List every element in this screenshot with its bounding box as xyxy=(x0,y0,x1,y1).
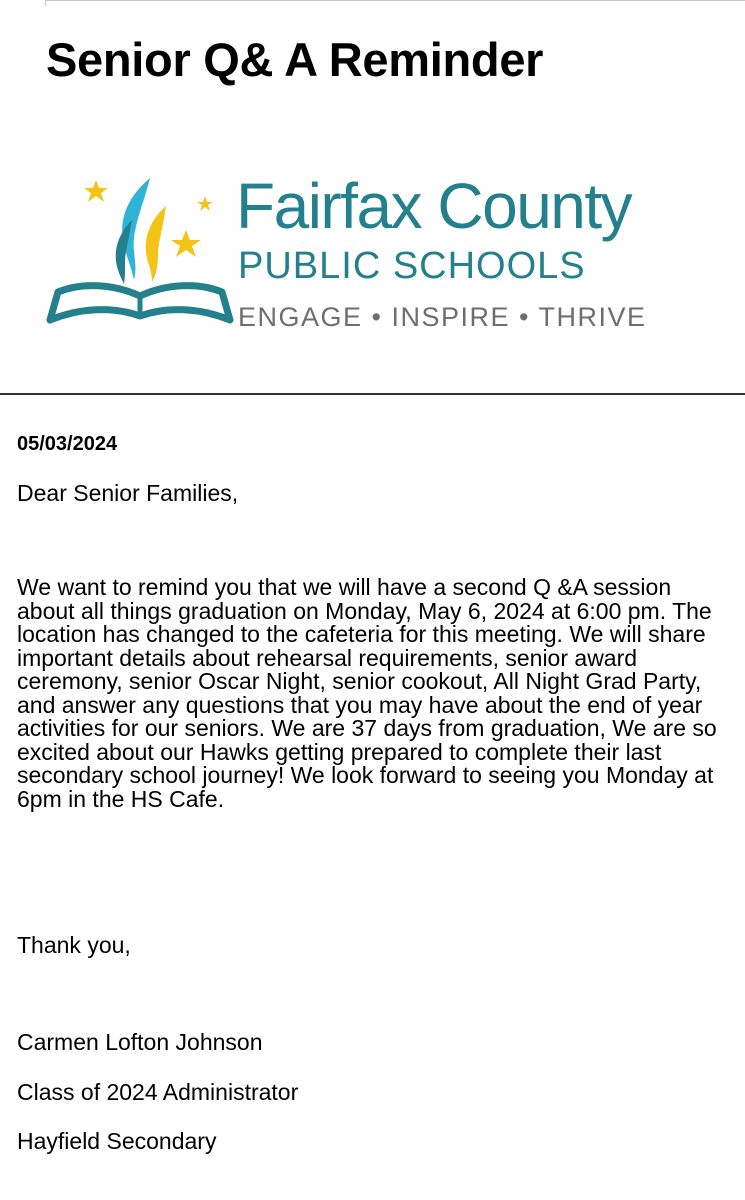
header-divider xyxy=(0,393,745,395)
flame-icon xyxy=(146,206,166,282)
logo-org-line1: Fairfax County xyxy=(236,170,632,242)
page-title: Senior Q& A Reminder xyxy=(46,33,544,86)
letter-greeting: Dear Senior Families, xyxy=(17,480,239,506)
logo-tagline: ENGAGE • INSPIRE • THRIVE xyxy=(238,302,647,332)
signature-role: Class of 2024 Administrator xyxy=(17,1079,299,1105)
letter-body: We want to remind you that we will have a second Q &A session about all things graduation on Monday, May 6, 2024 at 6:00 pm. The location has changed to the cafeteria for this meeting. We will share important details about rehearsal requirements, senior award ceremony, senior Oscar Night, senior cookout, All Night Grad Party, and answer any questions that you may have about the end of year activities for our seniors. We are 37 days from graduation, We are so excited about our Hawks getting prepared to complete their last secondary school journey! We look forward to seeing you Monday at 6pm in the HS Cafe. xyxy=(17,574,717,812)
fcps-logo xyxy=(40,160,720,340)
signature-name: Carmen Lofton Johnson xyxy=(17,1029,263,1055)
star-icon xyxy=(197,196,213,211)
logo-org-line2: PUBLIC SCHOOLS xyxy=(238,245,586,287)
letter-date: 05/03/2024 xyxy=(17,433,118,455)
star-icon xyxy=(84,180,108,202)
star-icon xyxy=(171,230,201,257)
email-frame-edge xyxy=(45,0,745,6)
letter-closing: Thank you, xyxy=(17,932,131,958)
signature-school: Hayfield Secondary xyxy=(17,1128,217,1154)
